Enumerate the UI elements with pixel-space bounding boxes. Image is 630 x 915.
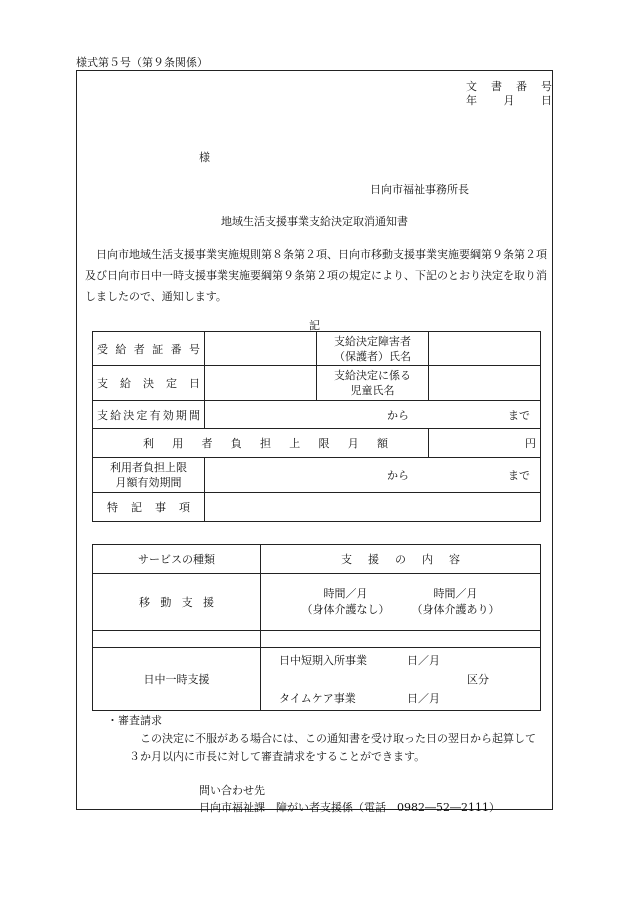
decision-date-label: 支給決定日 (93, 366, 205, 401)
document-date-label: 年月日 (466, 94, 552, 107)
review-heading: ・審査請求 (107, 714, 162, 727)
hours-no-care: 時間／月 (323, 587, 368, 600)
decision-table (92, 331, 541, 522)
review-text-line-2: ３か月以内に市長に対して審査請求をすることができます。 (129, 750, 426, 763)
burden-limit-value: 円 (429, 429, 541, 458)
burden-period-value (205, 458, 541, 493)
valid-period-value (205, 401, 541, 429)
time-care-label: タイムケア事業 (279, 692, 356, 705)
burden-limit-label: 利用者負担上限月額 (93, 429, 429, 458)
hours-with-care: 時間／月 (433, 587, 478, 600)
ki-label: 記 (309, 319, 320, 332)
disabled-person-name-value (429, 332, 541, 366)
daytime-support-label: 日中一時支援 (93, 648, 261, 711)
content-header: 支援の内容 (261, 545, 541, 574)
recipient-number-value (205, 332, 317, 366)
disabled-person-name-label: 支給決定障害者 （保護者）氏名 (317, 332, 429, 366)
remarks-label: 特記事項 (93, 493, 205, 522)
to-label: まで (508, 408, 530, 422)
document-number-block (466, 80, 552, 108)
service-type-header: サービスの種類 (93, 545, 261, 574)
body-paragraph: 日向市地域生活支援事業実施規則第８条第２項、日向市移動支援事業実施要綱第９条第２項及び日向市日中一時支援事業実施要綱第９条第２項の規定により、下記のとおり決定を取り消しましたので、通知します。 (85, 248, 547, 303)
child-name-label: 支給決定に係る 児童氏名 (317, 366, 429, 401)
burden-period-label: 利用者負担上限 月額有効期間 (93, 458, 205, 493)
service-table (92, 544, 541, 711)
mobility-support-label: 移動支援 (93, 574, 261, 631)
time-care-days: 日／月 (407, 692, 440, 705)
valid-period-label: 支給決定有効期間 (93, 401, 205, 429)
empty-service-type (93, 631, 261, 648)
remarks-value (205, 493, 541, 522)
from-label: から (387, 408, 409, 422)
short-stay-label: 日中短期入所事業 (279, 654, 367, 667)
daytime-support-content (261, 648, 541, 711)
from-label: から (387, 469, 409, 482)
child-name-value (429, 366, 541, 401)
review-text-line-1: この決定に不服がある場合には、この通知書を受け取った日の翌日から起算して (140, 732, 536, 745)
issuer-name: 日向市福祉事務所長 (370, 183, 469, 196)
contact-detail: 日向市福祉課 障がい者支援係（電話 0982―52―2111） (199, 801, 500, 814)
form-number: 様式第５号（第９条関係） (76, 56, 208, 69)
to-label: まで (508, 469, 530, 482)
mobility-support-content (261, 574, 541, 631)
recipient-number-label: 受給者証番号 (93, 332, 205, 366)
empty-service-content (261, 631, 541, 648)
with-care-label: （身体介護あり） (411, 603, 500, 616)
no-care-label: （身体介護なし） (301, 603, 390, 616)
short-stay-days: 日／月 (407, 654, 440, 667)
decision-date-value (205, 366, 317, 401)
contact-label: 問い合わせ先 (199, 784, 265, 797)
document-number-label: 文書番号 (466, 80, 552, 93)
addressee-suffix: 様 (199, 151, 210, 164)
document-title: 地域生活支援事業支給決定取消通知書 (221, 215, 408, 228)
category-label: 区分 (467, 673, 489, 686)
